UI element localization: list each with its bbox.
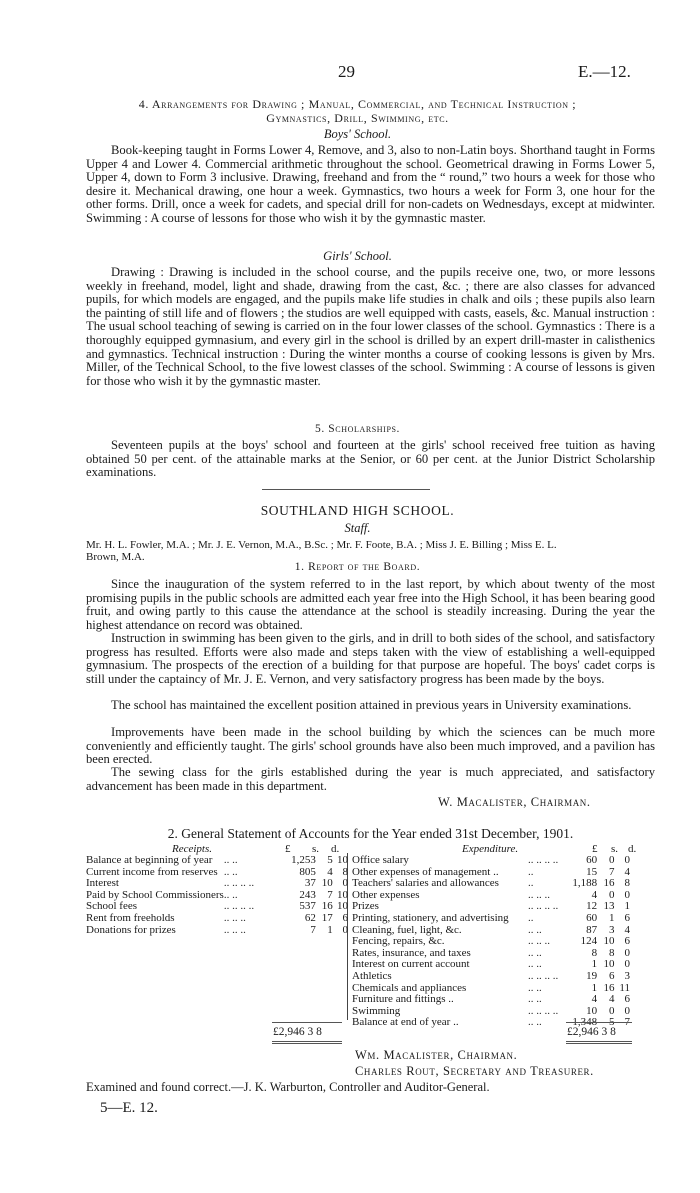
document-reference: E.—12. [578, 62, 631, 81]
scholarships-paragraph: Seventeen pupils at the boys' school and fourteen at the girls' school received free tuition as having obtained 50 per cent. of the attainable marks at the Senior, or 60 per cent. at the Junior District Scholarship examinations. [86, 438, 655, 480]
leader-dots: .. .. [527, 981, 542, 994]
shillings-value: 6 [608, 969, 615, 982]
leader-dots: .. .. .. [223, 911, 246, 924]
shillings-value: 16 [603, 981, 615, 994]
pounds-value: 37 [304, 877, 316, 890]
receipts-heading: Receipts. [172, 843, 213, 855]
item-label: Interest [86, 877, 119, 890]
boys-school-heading: Boys' School. [323, 127, 392, 141]
leader-dots: .. .. .. [223, 923, 246, 936]
receipts-pounds-header: £ [285, 843, 291, 855]
pence-value: 0 [624, 1004, 630, 1017]
shillings-value: 10 [603, 935, 615, 948]
leader-dots: .. .. [527, 923, 542, 936]
receipts-row [86, 913, 348, 925]
expenditure-row [352, 971, 630, 983]
pence-value: 10 [337, 888, 348, 901]
shillings-value: 16 [603, 877, 615, 890]
pounds-value: 60 [586, 911, 598, 924]
expenditure-double-rule [566, 1043, 632, 1044]
shillings-value: 8 [608, 946, 615, 959]
leader-dots: .. .. .. [527, 935, 550, 948]
pence-value: 4 [624, 865, 630, 878]
accounts-signature-chairman: Wm. Macalister, Chairman. [355, 1048, 518, 1062]
expenditure-pence-header: d. [628, 843, 637, 855]
pounds-value: 1,188 [572, 877, 598, 890]
leader-dots: .. .. .. [527, 888, 550, 901]
item-label: Other expenses of management .. [352, 865, 499, 878]
receipts-table [86, 855, 348, 936]
pounds-value: 87 [586, 923, 598, 936]
shillings-value: 10 [603, 958, 615, 971]
pounds-value: 1,253 [291, 854, 316, 866]
pounds-value: 124 [580, 935, 598, 948]
receipts-total-rule [272, 1022, 342, 1023]
item-label: Paid by School Commissioners [86, 888, 224, 901]
pounds-value: 15 [586, 865, 598, 878]
pence-value: 0 [624, 946, 630, 959]
item-label: Swimming [352, 1004, 401, 1017]
item-label: Current income from reserves [86, 865, 218, 878]
item-label: Rent from freeholds [86, 911, 175, 924]
girls-school-heading: Girls' School. [323, 249, 392, 263]
shillings-value: 0 [608, 888, 615, 901]
expenditure-shillings-header: s. [611, 843, 619, 855]
leader-dots: .. [527, 865, 534, 878]
pounds-value: 8 [591, 946, 598, 959]
leader-dots: .. .. .. .. [527, 900, 559, 913]
expenditure-heading: Expenditure. [462, 843, 519, 855]
boys-school-paragraph: Book-keeping taught in Forms Lower 4, Remove, and 3, also to non-Latin boys. Shorthand taught in Forms Upper 4 and Lower 4. Commercial arithmetic throughout the school. Geometrical drawing in Forms Lower 5, Upper 4, down to Form 3 inclusive. Drawing, freehand and from the “ round,” two hours a week for those who desire it. Mechanical drawing, one hour a week. Gymnastics, two hours a week for Form 3, one hour for the other forms. Drill, once a week for cadets, and special drill for non-cadets on Wednesdays, except at midwinter. Swimming : A course of lessons for those who wish it by the gymnastic master. [86, 143, 655, 225]
shillings-value: 7 [327, 888, 333, 901]
report-paragraph: Instruction in swimming has been given to the girls, and in drill to both sides of the school, and satisfactory progress has resulted. Efforts were also made and steps taken with the view of establishing a well-equipped gymnasium. The prospects of the erection of a building for that purpose are hopeful. The boys' cadet corps is still under the captaincy of Mr. J. E. Vernon, and very satisfactory progress has been made by the boys. [86, 631, 655, 686]
girls-school-paragraph: Drawing : Drawing is included in the school course, and the pupils receive one, two, or more lessons weekly in freehand, model, light and shade, drawing from the cast, &c. ; there are also classes for advanced pupils, for which models are engaged, and the pupils make life studies in chalk and oils ; these pupils also learn the painting of still life and of flowers ; the studios are well equipped with casts, easels, &c. Manual instruction : The usual school teaching of sewing is carried on in the four lower classes of the school. Gymnastics : There is a thoroughly equipped gymnasium, and every girl in the school is drilled by an expert drill-master in calisthenics and gymnastics. Technical instruction : During the winter months a course of cooking lessons is given by Mrs. Miller, of the Technical School, to the five lowest classes of the school. Swimming : A course of lessons is given for those who wish it by the gymnastic master. [86, 265, 655, 388]
item-label: Other expenses [352, 888, 420, 901]
staff-heading: Staff. [344, 521, 371, 535]
pence-value: 6 [342, 911, 348, 924]
shillings-value: 5 [327, 854, 333, 866]
board-signature: W. Macalister, Chairman. [438, 795, 591, 809]
section4-title-line1: 4. Arrangements for Drawing ; Manual, Commercial, and Technical Instruction ; [138, 97, 577, 111]
shillings-value: 0 [608, 854, 615, 866]
pence-value: 1 [624, 900, 630, 913]
expenditure-pounds-header: £ [592, 843, 598, 855]
shillings-value: 7 [608, 865, 615, 878]
item-label: Balance at end of year .. [352, 1016, 459, 1029]
leader-dots: .. .. [527, 958, 542, 971]
shillings-value: 3 [608, 923, 615, 936]
report-paragraph: Since the inauguration of the system referred to in the last report, by which about twenty of the most promising pupils in the public schools are admitted each year free into the High School, it has been bearing good fruit, and owing partly to this cause the attendance at the school is steadily increasing. During the year the highest attendance on record was obtained. [86, 577, 655, 632]
pence-value: 0 [342, 923, 348, 936]
item-label: Donations for prizes [86, 923, 176, 936]
pence-value: 10 [337, 900, 348, 913]
receipts-row [86, 925, 348, 937]
shillings-value: 13 [603, 900, 615, 913]
pence-value: 3 [624, 969, 630, 982]
leader-dots: .. .. [223, 888, 238, 901]
pence-value: 6 [624, 935, 630, 948]
pounds-value: 805 [299, 865, 316, 878]
board-report-title: 1. Report of the Board. [294, 561, 421, 573]
expenditure-row [352, 994, 630, 1006]
report-paragraph: The school has maintained the excellent position attained in previous years in University examinations. [111, 698, 632, 712]
shillings-value: 1 [608, 911, 615, 924]
shillings-value: 4 [327, 865, 333, 878]
pounds-value: 62 [304, 911, 316, 924]
shillings-value: 1 [327, 923, 333, 936]
sheet-mark: 5—E. 12. [100, 1100, 158, 1116]
accounts-title: 2. General Statement of Accounts for the Year ended 31st December, 1901. [167, 826, 574, 841]
expenditure-total-rule [566, 1022, 632, 1023]
report-paragraph: The sewing class for the girls established during the year is much appreciated, and satisfactory advancement has been made in this department. [86, 765, 655, 793]
leader-dots: .. .. .. .. [223, 877, 255, 890]
leader-dots: .. .. .. .. [527, 1004, 559, 1017]
leader-dots: .. .. .. .. [527, 969, 559, 982]
receipts-double-rule [272, 1041, 342, 1042]
item-label: Chemicals and appliances [352, 981, 467, 994]
pence-value: 8 [624, 877, 630, 890]
item-label: Prizes [352, 900, 379, 913]
pence-value: 8 [342, 865, 348, 878]
receipts-pence-header: d. [331, 843, 340, 855]
pounds-value: 1,348 [572, 1016, 598, 1029]
expenditure-row [352, 855, 630, 867]
pence-value: 0 [342, 877, 348, 890]
receipts-total: £2,946 3 8 [273, 1026, 322, 1038]
item-label: Rates, insurance, and taxes [352, 946, 471, 959]
pounds-value: 60 [586, 854, 598, 866]
shillings-value: 4 [608, 993, 615, 1006]
item-label: Athletics [352, 969, 392, 982]
accounts-signature-secretary: Charles Rout, Secretary and Treasurer. [355, 1064, 594, 1078]
expenditure-row [352, 913, 630, 925]
report-paragraph: Improvements have been made in the school building by which the sciences can be much more conveniently and efficiently taught. The girls' school grounds have also been much improved, and a pavilion has been erected. [86, 725, 655, 767]
section4-title-line2: Gymnastics, Drill, Swimming, etc. [266, 111, 449, 125]
leader-dots: .. .. .. .. [527, 854, 559, 866]
pounds-value: 7 [310, 923, 316, 936]
shillings-value: 5 [608, 1016, 615, 1029]
item-label: Furniture and fittings .. [352, 993, 454, 1006]
expenditure-double-rule [566, 1041, 632, 1042]
expenditure-table [352, 855, 630, 1029]
leader-dots: .. .. [527, 946, 542, 959]
pence-value: 10 [337, 854, 348, 866]
leader-dots: .. .. [527, 993, 542, 1006]
shillings-value: 0 [608, 1004, 615, 1017]
leader-dots: .. .. [223, 854, 238, 866]
item-label: Printing, stationery, and advertising [352, 911, 509, 924]
expenditure-row [352, 936, 630, 948]
item-label: Office salary [352, 854, 409, 866]
leader-dots: .. [527, 911, 534, 924]
page-number: 29 [338, 62, 355, 81]
item-label: School fees [86, 900, 138, 913]
item-label: Interest on current account [352, 958, 470, 971]
southland-title: SOUTHLAND HIGH SCHOOL. [260, 503, 455, 518]
pence-value: 6 [624, 993, 630, 1006]
item-label: Fencing, repairs, &c. [352, 935, 445, 948]
auditor-statement: Examined and found correct.—J. K. Warburton, Controller and Auditor-General. [86, 1080, 490, 1094]
section-divider [262, 489, 430, 490]
pence-value: 7 [624, 1016, 630, 1029]
receipts-row [86, 855, 348, 867]
item-label: Teachers' salaries and allowances [352, 877, 499, 890]
pounds-value: 10 [586, 1004, 598, 1017]
item-label: Cleaning, fuel, light, &c. [352, 923, 462, 936]
pounds-value: 1 [591, 981, 598, 994]
leader-dots: .. [527, 877, 534, 890]
pounds-value: 4 [591, 888, 598, 901]
receipts-double-rule [272, 1043, 342, 1044]
pence-value: 6 [624, 911, 630, 924]
leader-dots: .. .. [527, 1016, 542, 1029]
scholarships-title: 5. Scholarships. [314, 423, 401, 435]
pounds-value: 243 [299, 888, 316, 901]
pounds-value: 12 [586, 900, 598, 913]
leader-dots: .. .. .. .. [223, 900, 255, 913]
pounds-value: 19 [586, 969, 598, 982]
pounds-value: 1 [591, 958, 598, 971]
pounds-value: 537 [299, 900, 316, 913]
receipts-shillings-header: s. [312, 843, 320, 855]
staff-list-line2: Brown, M.A. [86, 551, 145, 563]
pence-value: 11 [619, 981, 630, 994]
pence-value: 0 [624, 958, 630, 971]
pence-value: 0 [624, 854, 630, 866]
item-label: Balance at beginning of year [86, 854, 213, 866]
expenditure-total: £2,946 3 8 [567, 1026, 616, 1038]
pence-value: 0 [624, 888, 630, 901]
leader-dots: .. .. [223, 865, 238, 878]
pounds-value: 4 [591, 993, 598, 1006]
shillings-value: 10 [321, 877, 333, 890]
staff-list-line1: Mr. H. L. Fowler, M.A. ; Mr. J. E. Vernon, M.A., B.Sc. ; Mr. F. Foote, B.A. ; Miss J. E. Billing ; Miss E. L. [86, 539, 557, 551]
pence-value: 4 [624, 923, 630, 936]
shillings-value: 16 [321, 900, 333, 913]
shillings-value: 17 [321, 911, 333, 924]
